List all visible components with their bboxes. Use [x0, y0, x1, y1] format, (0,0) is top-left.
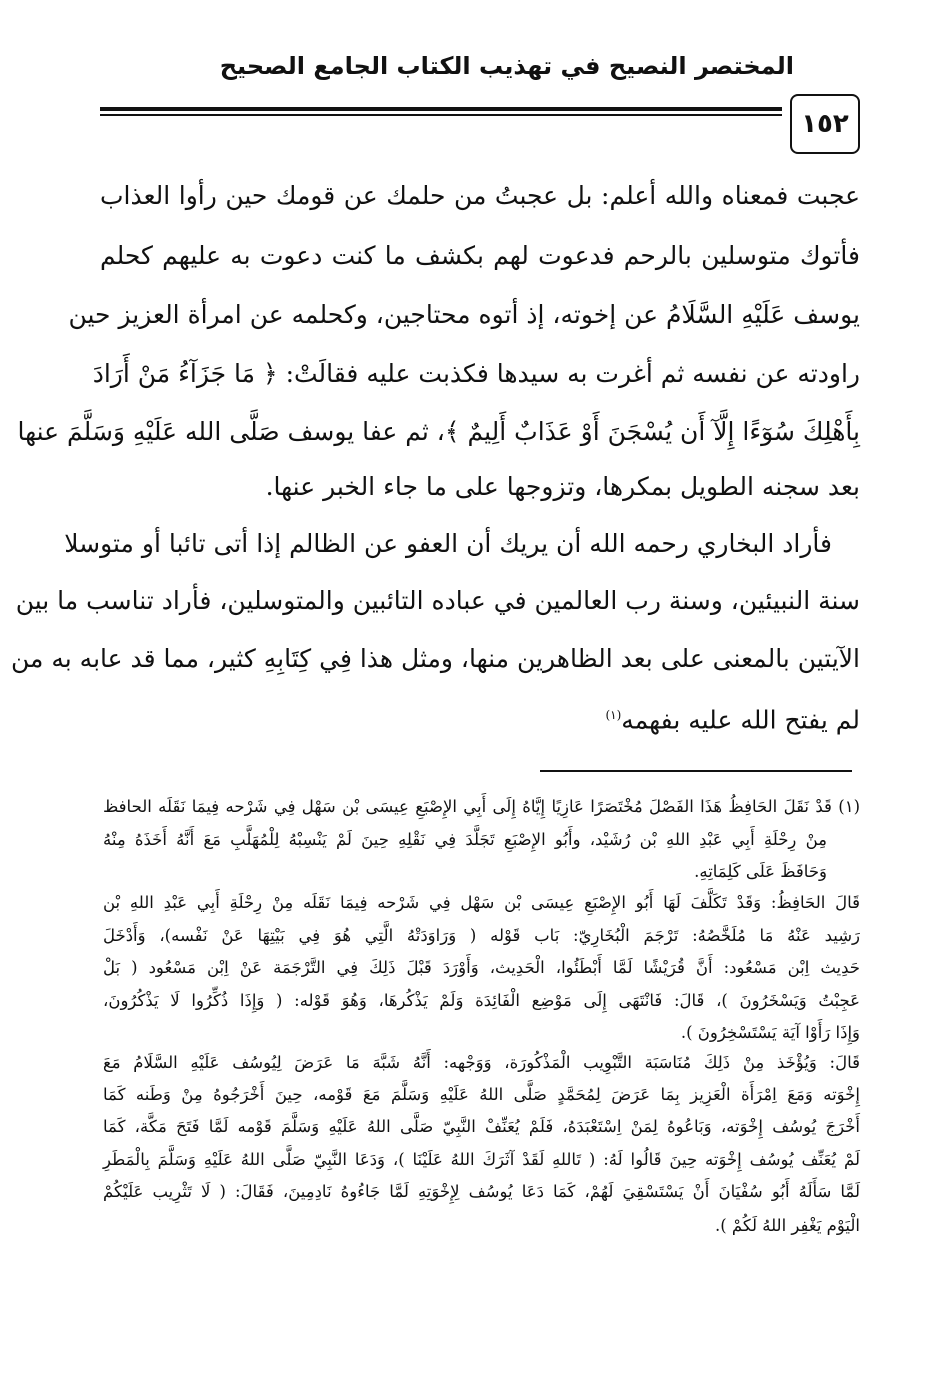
- body-line: راودته عن نفسه ثم أغرت به سيدها فكذبت عليه فقالَتْ: ﴿ مَا جَزَآءُ مَنْ أَرَادَ: [92, 359, 860, 388]
- body-line: عجبت فمعناه والله أعلم: بل عجبتُ من حلمك عن قومك حين رأوا العذاب: [100, 181, 860, 210]
- footnote-line: أَخْرَجَ يُوسُف إِخْوَته، وَبَاعُوهُ لِمَنْ اِسْتَعْبَدَهُ، فَلَمْ يُعَنِّفْ النَّبِيّ صَلَّى اللهُ عَلَيْهِ وَسَلَّمَ قَوْمه لَمَّا فَتَحَ مَكَّة، كَمَا: [103, 1117, 860, 1136]
- page-number: ١٥٢: [801, 109, 849, 139]
- footnote-line: عَجِبْتُ وَيَسْخَرُونَ )، قَالَ: فَانْتَهَى إِلَى مَوْضِع الْفَائِدَة وَلَمْ يَذْكُرهَا، وَهُوَ قَوْله: ( وَإِذَا ذُكِّرُوا لَا يَذْكُرُونَ،: [103, 991, 860, 1010]
- body-line: سنة النبيئين، وسنة رب العالمين في عباده التائبين والمتوسلين، فأراد تناسب ما بين: [15, 586, 860, 615]
- header-rule-thin: [100, 114, 782, 116]
- body-line: بِأَهْلِكَ سُوٓءًا إِلَّآ أَن يُسْجَنَ أَوْ عَذَابٌ أَلِيمٌ ﴾، ثم عفا يوسف صَلَّى الله عَلَيْهِ وَسَلَّمَ عنها: [17, 417, 860, 446]
- body-line: يوسف عَلَيْهِ السَّلَامُ عن إخوته، إذ أتوه محتاجين، وكحلمه عن امرأة العزيز حين: [68, 300, 860, 329]
- footnote-line: لَمْ يُعَنِّف يُوسُف إِخْوَته حِينَ قَالُوا لَهُ: ( تَاللهِ لَقَدْ آثَرَكَ اللهُ عَلَيْنَا )، وَدَعَا النَّبِيّ صَلَّى اللهُ عَلَيْهِ وَسَلَّمَ بِالْمَطَرِ: [103, 1150, 860, 1169]
- running-header-title: المختصر النصيح في تهذيب الكتاب الجامع الصحيح: [219, 52, 794, 80]
- footnote-line: مِنْ رِحْلَةِ أَبِي عَبْدِ اللهِ بْن رُشَيْد، وأَبُو الإِصْبَعِ تَجَلَّدَ فِي نَقْلِهِ حِينَ لَمْ يَنْسِبْهُ لِلْمُهَلَّبِ مَعَ أَنَّهُ أَخَذَهُ مِنْهُ: [103, 830, 827, 849]
- footnote-line: وَإِذَا رَأَوْا آيَة يَسْتَسْخِرُونَ ).: [680, 1023, 860, 1042]
- body-line: بعد سجنه الطويل بمكرها، وتزوجها على ما جاء الخبر عنها.: [265, 472, 860, 501]
- body-line: فأتوك متوسلين بالرحم فدعوت لهم بكشف ما كنت دعوت به عليهم كحلم: [100, 241, 860, 270]
- footnote-line: إِخْوَته وَمَعَ اِمْرَأَة الْعَزِيز بِمَا عَرَضَ لِمُحَمَّدٍ صَلَّى اللهُ عَلَيْهِ وَسَلَّمَ مَعَ قَوْمه، حِينَ أَخْرَجُوهُ مِنْ وَطَنه كَمَا: [103, 1085, 860, 1104]
- footnote-line: حَدِيث اِبْن مَسْعُود: أَنَّ قُرَيْشًا لَمَّا أَبْطَئُوا، الْحَدِيث، وَأَوْرَدَ قَبْلَ ذَلِكَ فِي التَّرْجَمَة عَنْ اِبْن مَسْعُود ( بَلْ: [103, 958, 860, 977]
- body-line: فأراد البخاري رحمه الله أن يريك أن العفو عن الظالم إذا أتى تائبا أو متوسلا: [64, 529, 832, 558]
- footnote-line: وَحَافَظَ عَلَى كَلِمَاتِهِ.: [694, 862, 827, 881]
- body-line-text: لم يفتح الله عليه بفهمه: [621, 705, 860, 735]
- footnote-line: (١) قَدْ نَقَلَ الحَافِظُ هَذَا الفَصْلَ مُخْتَصَرًا عَازِيًا إِيَّاهُ إِلَى أَبِي الإِصْبَعِ عِيسَى بْن سَهْل فِي شَرْحه فِيمَا نَقَلَه الحافظ: [103, 797, 860, 816]
- footnote-line: الْيَوْم يَغْفِر اللهُ لَكُمْ ).: [714, 1216, 860, 1235]
- page-number-box: [790, 94, 860, 154]
- footnote-reference[interactable]: (١): [605, 708, 622, 722]
- footnote-line: لَمَّا سَأَلَهُ أَبُو سُفْيَانَ أَنْ يَسْتَسْقِيَ لَهُمْ، كَمَا دَعَا يُوسُف لِإِخْوَتِهِ لَمَّا جَاءُوهُ نَادِمِينَ، فَقَالَ: ( لَا تَثْرِيب عَلَيْكُمْ: [103, 1182, 860, 1201]
- footnote-separator: [540, 770, 852, 772]
- body-line: [100, 695, 860, 740]
- footnote-line: قَالَ الحَافِظُ: وَقَدْ تَكَلَّفَ لَهَا أَبُو الإِصْبَعِ عِيسَى بْن سَهْل فِي شَرْحه فِيمَا نَقَلَه مِنْ رِحْلَةِ أَبِي عَبْدِ اللهِ بْن: [103, 893, 860, 912]
- body-line: الآيتين بالمعنى على بعد الظاهرين منها، ومثل هذا فِي كِتَابِهِ كثير، مما قد عابه به من: [10, 644, 860, 673]
- header-rule-thick: [100, 107, 782, 111]
- footnote-line: قَالَ: وَيُؤْخَذ مِنْ ذَلِكَ مُنَاسَبَة التَّبْوِيب الْمَذْكُورَة، وَوَجْهه: أَنَّهُ شَبَّهَ مَا عَرَضَ لِيُوسُف عَلَيْهِ السَّلَامُ مَعَ: [103, 1053, 860, 1072]
- footnote-line: رَشِيد عَنْهُ مَا مُلَخَّصُهُ: تَرْجَمَ الْبُخَارِيّ: بَاب قَوْله ( وَرَاوَدَتْهُ الَّتِي هُوَ فِي بَيْتِهَا عَنْ نَفْسه)، وَأَدْخَلَ: [103, 926, 860, 945]
